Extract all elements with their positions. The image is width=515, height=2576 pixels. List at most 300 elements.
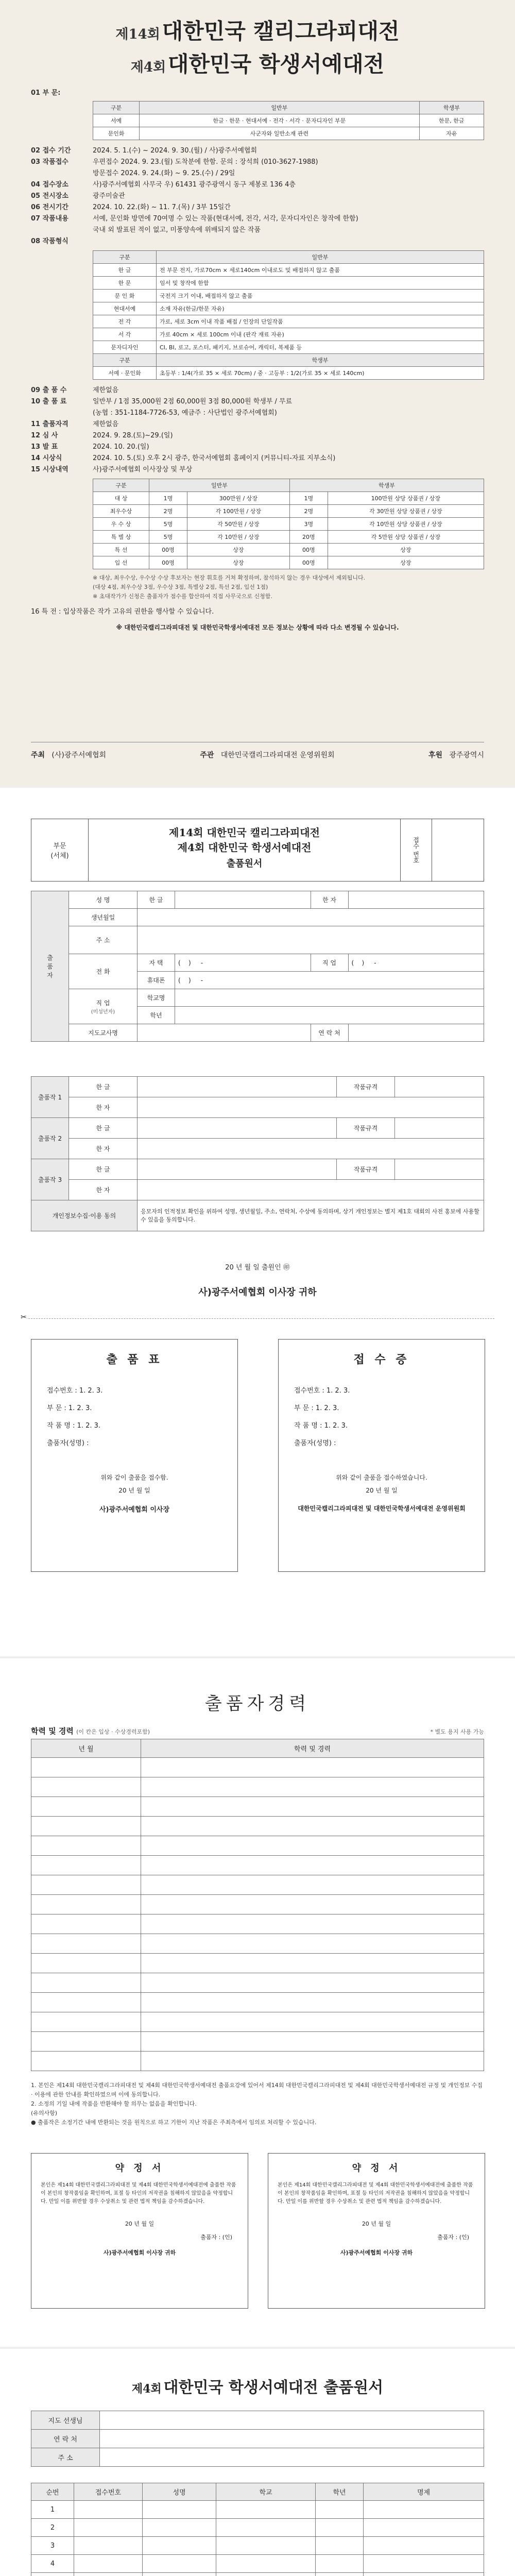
career-date-cell[interactable] [31,1777,141,1797]
info-row: 방문접수 2024. 9. 24.(화) ~ 9. 25.(수) / 29일 [93,170,235,177]
list-cell[interactable] [364,2573,484,2576]
address-field[interactable] [138,926,484,954]
list-cell[interactable] [364,2501,484,2519]
award-cell: 각 50만원 / 상장 [187,518,289,531]
format-cell: 한 문 [93,277,157,290]
career-detail-cell[interactable] [141,1856,484,1875]
contact-input[interactable] [100,2430,484,2448]
row-label-job: 직 업 [311,954,348,972]
list-cell[interactable] [316,2519,364,2537]
career-row [31,1895,484,1914]
career-date-cell[interactable] [31,1973,141,1993]
career-row [31,1993,484,2012]
poster-title-line2 [0,47,515,78]
poster-body [31,88,484,632]
career-row [31,2012,484,2032]
award-cell: 특 별 상 [93,531,149,544]
work-size-label: 작품규격 [337,1077,395,1097]
home-phone-field[interactable]: ( ) - [175,954,311,972]
teacher-field[interactable] [138,1024,311,1042]
career-detail-cell[interactable] [141,1817,484,1836]
list-row [31,2573,484,2576]
work-title-field[interactable] [138,1139,484,1159]
work-size-label: 작품규격 [337,1159,395,1180]
award-cell: 00명 [149,556,187,569]
receipt-line: 출품자(성명) : [47,1439,89,1447]
award-cell: 2명 [149,505,187,518]
award-cell: 상장 [328,544,484,556]
work-size-field[interactable] [395,1077,484,1097]
award-cell: 00명 [149,544,187,556]
poster-section [0,0,515,786]
career-row [31,1954,484,1973]
work-row-label: 한 글 [69,1077,138,1097]
info-row: 국내 외 발표된 적이 없고, 미풍양속에 위배되지 않은 작품 [93,226,261,234]
pledge-right-title: 약 정 서 [352,2163,401,2174]
name-hanja-field[interactable] [348,891,484,909]
list-header: 학년 [316,2483,364,2501]
award-cell: 300만원 / 상장 [187,492,289,505]
info-list-2 [31,385,484,476]
work-size-label: 작품규격 [337,1118,395,1139]
poster-title-line2-main: 대한민국 학생서예대전 [167,52,385,77]
info-row: 09 출 품 수 제한없음 [31,386,119,394]
student-list-table [31,2483,484,2576]
list-cell[interactable] [74,2519,143,2537]
pledge-right-sign: 출품자 : (인) [437,2234,469,2241]
list-cell[interactable] [216,2555,316,2573]
work-row-label: 한 자 [69,1097,138,1118]
job-field[interactable]: ( ) - [348,954,484,972]
list-cell[interactable] [364,2555,484,2573]
organizers-bar [31,742,484,760]
list-cell[interactable] [316,2555,364,2573]
career-row [31,1836,484,1856]
award-cell: 20명 [289,531,328,544]
format-cell: 한 글 [93,264,157,277]
list-cell[interactable] [143,2537,216,2555]
info-row: 02 접수 기간 2024. 5. 1.(수) ~ 2024. 9. 30.(월) / 사)광주서예협회 [31,147,258,155]
division-cell: 서예 [93,114,140,127]
row-label-teacher-phone: 연 락 처 [311,1024,348,1042]
career-detail-cell[interactable] [141,1836,484,1856]
career-notes [31,2081,484,2127]
award-cell: 1명 [149,492,187,505]
info-row: 10 출 품 료 일반부 / 1점 35,000원 2점 60,000원 3점 80,000원 학생부 / 무료 [31,398,293,405]
birth-field[interactable] [138,909,484,926]
award-header: 구분 [93,479,149,492]
career-row [31,1934,484,1954]
form-title-1: 제14회 대한민국 캘리그라피대전 [169,826,320,839]
pledge-left-footer: 사)광주서예협회 이사장 귀하 [103,2249,176,2256]
list-cell[interactable] [143,2501,216,2519]
scissors-icon: ✂ [21,1313,27,1321]
teacher-info-table [31,2411,484,2467]
list-row [31,2555,484,2573]
division-label [31,88,484,99]
info-row: 07 작품내용 서예, 문인화 방면에 70여명 수 있는 작품(현대서예, 전각, 서각, 문자디자인은 창작에 한함) [31,215,358,223]
award-cell: 상장 [187,544,289,556]
form-subtitle: 출품원서 [226,858,263,869]
form-title-2: 제4회 대한민국 학생서예대전 [177,841,312,854]
row-label-home: 자 택 [138,954,175,972]
list-cell[interactable] [74,2555,143,2573]
row-number: 2 [31,2519,74,2537]
receipt-line: 부 문 : 1. 2. 3. [47,1404,92,1412]
info-list [31,145,484,247]
cut-line [21,1318,494,1319]
works-table [31,1076,484,1231]
career-detail-cell[interactable] [141,1934,484,1954]
format-cell: 임서 및 창작에 한함 [157,277,484,290]
address-input[interactable] [100,2448,484,2467]
format-header: 구분 [93,251,157,264]
career-date-cell[interactable] [31,1934,141,1954]
form-header [31,819,484,882]
list-row [31,2537,484,2555]
career-detail-cell[interactable] [141,1914,484,1934]
award-cell: 각 100만원 / 상장 [187,505,289,518]
info-row: 13 발 표 2024. 10. 20.(일) [31,443,149,451]
list-row [31,2519,484,2537]
division-cell: 한글 · 한문 · 현대서예 · 전각 · 서각 · 문자디자인 부문 [140,114,420,127]
form-category-box [31,819,89,881]
mobile-field[interactable]: ( ) - [175,972,484,989]
grade-field[interactable] [175,1007,484,1024]
work-row-label: 한 자 [69,1139,138,1159]
receipt-line: 출품자(성명) : [294,1439,336,1447]
receipt-left-note: 위와 같이 출품을 접수함. [100,1474,168,1481]
award-cell: 각 10만원 상당 상품권 / 상장 [328,518,484,531]
career-row [31,1777,484,1797]
work-title-field[interactable] [138,1180,484,1200]
list-cell[interactable] [364,2537,484,2555]
career-date-cell[interactable] [31,1836,141,1856]
career-detail-cell[interactable] [141,1797,484,1817]
work-title-field[interactable] [138,1097,484,1118]
list-cell[interactable] [143,2555,216,2573]
list-cell[interactable] [143,2519,216,2537]
career-date-cell[interactable] [31,2012,141,2032]
category-label: 부문 [53,842,66,850]
division-cell: 자유 [419,127,484,140]
list-cell[interactable] [216,2501,316,2519]
list-cell[interactable] [74,2573,143,2576]
list-cell[interactable] [316,2537,364,2555]
category-sub-label: (서체) [50,852,69,860]
career-detail-cell[interactable] [141,2012,484,2032]
teacher-phone-field[interactable] [348,1024,484,1042]
work-size-field[interactable] [395,1118,484,1139]
career-subtitle: 학력 및 경력 (이 칸은 입상 · 수상경력포함) [31,1726,150,1736]
career-date-cell[interactable] [31,1856,141,1875]
special-note: 16 특 전 : 입상작품은 작가 고유의 권한을 행사할 수 있습니다. [31,608,214,616]
work-label: 출품작 3 [31,1159,69,1200]
list-row [31,2501,484,2519]
career-date-cell[interactable] [31,1758,141,1777]
teacher-label: 지도 선생님 [31,2411,100,2430]
career-detail-cell[interactable] [141,1758,484,1777]
list-cell[interactable] [316,2573,364,2576]
list-header: 성명 [143,2483,216,2501]
division-key: 01 부 문: [31,89,61,97]
format-cell: 가로 40cm × 세로 100cm 이내 (판각 재료 자유) [157,328,484,341]
receipt-left [31,1339,238,1572]
receipt-right-issuer: 대한민국캘리그라피대전 및 대한민국학생서예대전 운영위원회 [298,1505,466,1512]
applicant-table [31,891,484,1042]
row-number: 4 [31,2555,74,2573]
list-cell[interactable] [216,2537,316,2555]
form-addressee: 사)광주서예협회 이사장 귀하 [198,1287,317,1298]
career-row [31,2032,484,2052]
row-label-name: 성 명 [69,891,138,909]
receipt-number-label: 접수 번호 [400,819,432,881]
teacher-input[interactable] [100,2411,484,2430]
work-title-field[interactable] [138,1077,337,1097]
format-student-header: 학생부 [157,354,484,367]
award-cell: 각 10만원 / 상장 [187,531,289,544]
row-label-hangul: 한 글 [138,891,175,909]
info-row: 11 출품자격 제한없음 [31,420,119,428]
date-line: 20 년 월 일 출원인 ㊞ [225,1264,290,1272]
poster-title-line1-prefix: 제14회 [115,27,160,42]
career-row [31,1973,484,1993]
pledge-left-date: 20 년 월 일 [125,2221,154,2227]
career-row [31,1817,484,1836]
info-row: 03 작품접수 우편접수 2024. 9. 23.(월) 도착분에 한함. 문의 : 장석희 (010-3627-1988) [31,158,318,166]
format-student-cell: 초등부 : 1/4(가로 35 × 세로 70cm) / 중 · 고등부 : 1/2(가로 35 × 세로 140cm) [157,367,484,380]
career-row [31,1758,484,1777]
award-cell: 5명 [149,531,187,544]
career-rows [31,1758,484,2071]
career-detail-cell[interactable] [141,2032,484,2052]
list-cell[interactable] [216,2519,316,2537]
career-date-cell[interactable] [31,1797,141,1817]
info-row: 14 시상식 2024. 10. 5.(토) 오후 2시 광주, 한국서예협회 홈페이지 (커뮤니티-자료 지부소식) [31,454,336,462]
career-detail-cell[interactable] [141,1973,484,1993]
receipt-line: 작 품 명 : 1. 2. 3. [47,1422,101,1430]
consent-text: 응모자의 인적정보 확인을 위하여 성명, 생년월일, 주소, 연락처, 수상에 동의하며, 상기 개인정보는 별지 제1호 대회의 사전 홍보에 사용할 수 있음을 동의합니다. [138,1200,484,1231]
info-row: 12 심 사 2024. 9. 28.(토)~29.(일) [31,432,173,439]
row-label-hanja: 한 자 [311,891,348,909]
division-cell: 한문, 한글 [419,114,484,127]
receipt-line: 작 품 명 : 1. 2. 3. [294,1422,348,1430]
career-date-cell[interactable] [31,1895,141,1914]
change-notice: ※ 대한민국캘리그라피대전 및 대한민국학생서예대전 모든 정보는 상황에 따라 다소 변경될 수 있습니다. [116,624,399,631]
award-cell: 상장 [328,556,484,569]
career-date-cell[interactable] [31,1817,141,1836]
work-label: 출품작 1 [31,1077,69,1118]
award-header: 일반부 [149,479,290,492]
receipt-left-date: 20 년 월 일 [118,1487,150,1494]
award-cell: 1명 [289,492,328,505]
pledge-right-text: 본인은 제14회 대한민국캘리그라피대전 및 제4회 대한민국학생서예대전에 출품한 작품이 본인의 창작품임을 확인하며, 표절 등 타인의 저작권을 침해하지 않았음을 약정합니다. 만일 이를 위반할 경우 수상취소 및 관련 법적 책임을 감수하겠습니다. [278,2182,473,2205]
list-cell[interactable] [74,2501,143,2519]
career-date-cell[interactable] [31,1914,141,1934]
list-rows [31,2501,484,2576]
poster-title-line2-prefix: 제4회 [130,60,166,75]
consent-label: 개인정보수집·이용 동의 [31,1200,138,1231]
sponsor: 후원 광주광역시 [428,751,484,759]
poster-title-line1-main: 대한민국 캘리그라피대전 [162,19,400,44]
receipt-line: 접수번호 : 1. 2. 3. [47,1387,103,1395]
pledge-left-title: 약 정 서 [115,2163,164,2174]
receipt-right-date: 20 년 월 일 [366,1487,398,1494]
receipt-right-note: 위와 같이 출품을 접수하였습니다. [336,1474,427,1481]
career-row [31,2052,484,2071]
format-cell: 전 부문 전지, 가로70cm × 세로140cm 이내로도 및 배접하지 않고 출품 [157,264,484,277]
career-note: 1. 본인은 제14회 대한민국캘리그라피대전 및 제4회 대한민국학생서예대전 출품요강에 있어서 제14회 대한민국캘리그라피대전 및 제4회 대한민국학생서예대전 규정 및 개인정보 수집 · 이용에 관한 안내를 확인하였으며 이에 동의합니다. [31,2082,483,2098]
career-detail-cell[interactable] [141,1895,484,1914]
format-cell: CI, BI, 로고, 포스터, 패키지, 브로슈어, 캐릭터, 복제품 등 [157,341,484,354]
award-cell: 5명 [149,518,187,531]
division-cell: 문인화 [93,127,140,140]
work-title-field[interactable] [138,1159,337,1180]
applicant-side-label: 출 품 자 [31,891,69,1042]
format-header: 일반부 [157,251,484,264]
work-row-label: 한 글 [69,1159,138,1180]
pledge-right-footer: 사)광주서예협회 이사장 귀하 [340,2249,413,2256]
career-note: 2. 소정의 기일 내에 작품을 반환해야 할 의무는 없음을 확인합니다. [31,2100,197,2107]
format-cell: 전 각 [93,315,157,328]
row-label-student: 직 업 (미성년자) [69,989,138,1024]
poster-title-line1 [0,14,515,45]
list-cell[interactable] [74,2537,143,2555]
career-section [0,1656,515,2349]
award-header: 학생부 [289,479,484,492]
career-date-cell[interactable] [31,2052,141,2071]
career-date-cell[interactable] [31,2032,141,2052]
work-title-field[interactable] [138,1118,337,1139]
info-row: 08 작품형식 [31,238,68,245]
row-label-grade: 학년 [138,1007,175,1024]
receipt-right-title: 접 수 증 [353,1353,410,1366]
receipt-left-issuer: 사)광주서예협회 이사장 [99,1506,170,1514]
career-row [31,1856,484,1875]
career-note: ● 출품작은 소정기간 내에 반환되는 것을 원칙으로 하고 기한이 지난 작품은 주최측에서 임의로 처리할 수 있습니다. [31,2119,317,2126]
division-header: 구분 [93,101,140,114]
career-detail-cell[interactable] [141,1875,484,1895]
info-row: (농협 : 351-1184-7726-53, 예금주 : 사단법인 광주서예협회) [93,409,277,417]
career-date-cell[interactable] [31,1993,141,2012]
receipt-line: 부 문 : 1. 2. 3. [294,1404,339,1412]
award-cell: 각 5만원 상당 상품권 / 상장 [328,531,484,544]
award-cell: 2명 [289,505,328,518]
row-label-school: 학교명 [138,989,175,1007]
award-note: ※ 초대작가가 신청은 출품자가 점수를 합산하여 직접 사무국으로 신청함. [93,593,272,600]
division-header: 일반부 [140,101,420,114]
pledge-left-sign: 출품자 : (인) [200,2234,232,2241]
pledge-left [31,2153,248,2309]
receipt-left-title: 출 품 표 [106,1353,163,1366]
career-date-cell[interactable] [31,1875,141,1895]
award-cell: 최우수상 [93,505,149,518]
list-header: 순번 [31,2483,74,2501]
row-number: 3 [31,2537,74,2555]
row-label-teacher: 지도교사명 [69,1024,138,1042]
list-header: 명제 [364,2483,484,2501]
award-cell: 각 30만원 상당 상품권 / 상장 [328,505,484,518]
career-date-cell[interactable] [31,1954,141,1973]
row-number: 1 [31,2501,74,2519]
award-cell: 특 선 [93,544,149,556]
row-label-phone: 전 화 [69,954,138,989]
division-table [93,101,484,140]
career-table [31,1739,484,2071]
work-label: 출품작 2 [31,1118,69,1159]
award-note: ※ 대상, 최우수상, 우수상 수상 후보자는 현장 휘호를 거쳐 확정하며, 참석하지 않는 경우 대상에서 제외됩니다. [93,574,366,581]
format-cell: 문 인 화 [93,290,157,302]
career-title: 출품자경력 [204,1693,311,1714]
format-cell: 국전지 크기 이내, 배접하지 않고 출품 [157,290,484,302]
career-detail-cell[interactable] [141,1993,484,2012]
info-row: 04 접수장소 사)광주서예협회 사무국 우) 61431 광주광역시 동구 제봉로 136 4층 [31,181,296,189]
format-cell: 현대서예 [93,302,157,315]
career-detail-cell[interactable] [141,1954,484,1973]
list-cell[interactable] [216,2573,316,2576]
career-extra-note: * 별도 용지 사용 가능 [430,1728,484,1735]
list-cell[interactable] [364,2519,484,2537]
career-row [31,1914,484,1934]
career-detail-cell[interactable] [141,1777,484,1797]
award-cell: 00명 [289,544,328,556]
format-cell: 소재 자유(한글/한문 자유) [157,302,484,315]
pledge-right [268,2153,485,2309]
division-header: 학생부 [419,101,484,114]
row-number [31,2573,74,2576]
contact-label: 연 락 처 [31,2430,100,2448]
career-row [31,1797,484,1817]
award-table [93,479,484,569]
list-title-prefix: 제4회 [131,2382,162,2396]
receipt-line: 접수번호 : 1. 2. 3. [294,1387,350,1395]
row-label-birth: 생년월일 [69,909,138,926]
list-cell[interactable] [316,2501,364,2519]
award-cell: 우 수 상 [93,518,149,531]
format-cell: 문자디자인 [93,341,157,354]
award-cell: 00명 [289,556,328,569]
format-student-cell: 서예 · 문인화 [93,367,157,380]
host: 주최 (사)광주서예협회 [31,751,107,759]
application-form-section [0,786,515,1658]
list-header: 접수번호 [74,2483,143,2501]
info-row: 06 전시기간 2024. 10. 22.(화) ~ 11. 7.(목) / 3부 15일간 [31,204,231,211]
career-detail-cell[interactable] [141,2052,484,2071]
career-header: 년 월 [31,1739,141,1758]
address-label: 주 소 [31,2448,100,2467]
list-cell[interactable] [143,2573,216,2576]
receipt-number-field[interactable] [432,819,484,881]
pledge-left-text: 본인은 제14회 대한민국캘리그라피대전 및 제4회 대한민국학생서예대전에 출품한 작품이 본인의 창작품임을 확인하며, 표절 등 타인의 저작권을 침해하지 않았음을 약정합니다. 만일 이를 위반할 경우 수상취소 및 관련 법적 책임을 감수하겠습니다. [41,2182,236,2205]
school-field[interactable] [175,989,484,1007]
list-title-main: 대한민국 학생서예대전 출품원서 [163,2379,384,2397]
work-row-label: 한 자 [69,1180,138,1200]
career-row [31,1875,484,1895]
format-cell: 서 각 [93,328,157,341]
list-header: 학교 [216,2483,316,2501]
format-cell: 가로, 세로 3cm 이내 작품 배접 / 인장의 단일작품 [157,315,484,328]
work-row-label: 한 글 [69,1118,138,1139]
receipt-right [278,1339,485,1572]
award-cell: 대 상 [93,492,149,505]
info-row: 15 시상내역 사)광주서예협회 이사장상 및 부상 [31,466,193,473]
award-notes [93,573,484,601]
work-size-field[interactable] [395,1159,484,1180]
division-cell: 사군자와 일반소재 관련 [140,127,420,140]
award-cell: 상장 [187,556,289,569]
form-title-box [89,819,400,881]
name-hangul-field[interactable] [175,891,311,909]
